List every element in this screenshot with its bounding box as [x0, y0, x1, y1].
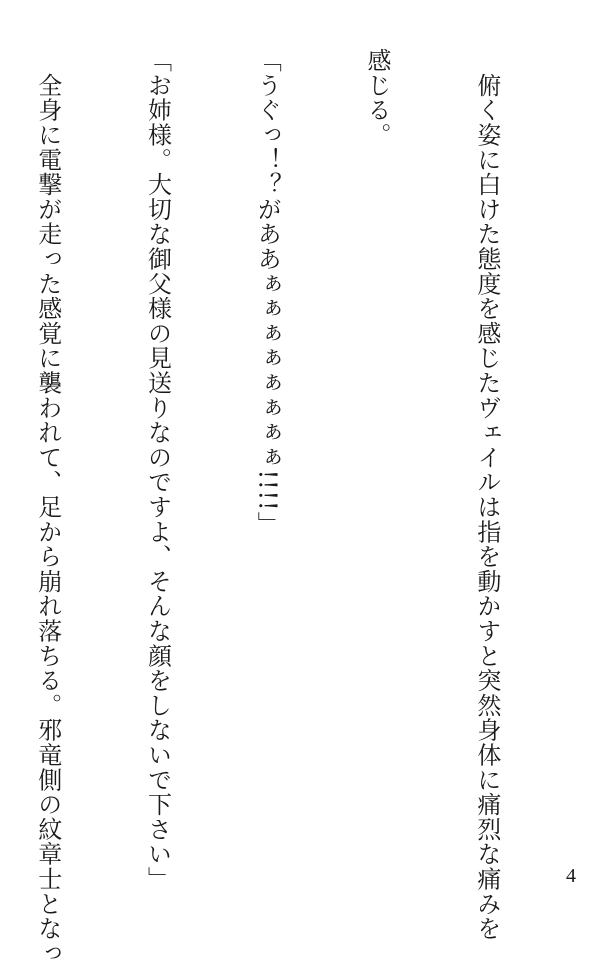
vertical-text-body	[0, 48, 578, 966]
text-line: 全身に電撃が走った感覚に襲われて、足から崩れ落ちる。邪竜側の紋章士となっ	[33, 48, 62, 966]
page-number: 4	[566, 865, 576, 887]
text-line: 俯く姿に白けた態度を感じたヴェイルは指を動かすと突然身体に痛烈な痛みを	[472, 48, 501, 941]
text-line: 「うぐっ！？がああぁぁぁぁぁぁぁぁ!!!!」	[253, 48, 282, 537]
text-line: 「お姉様。大切な御父様の見送りなのですよ、そんな顔をしないで下さい」	[143, 48, 172, 892]
text-line: 感じる。	[363, 48, 392, 148]
